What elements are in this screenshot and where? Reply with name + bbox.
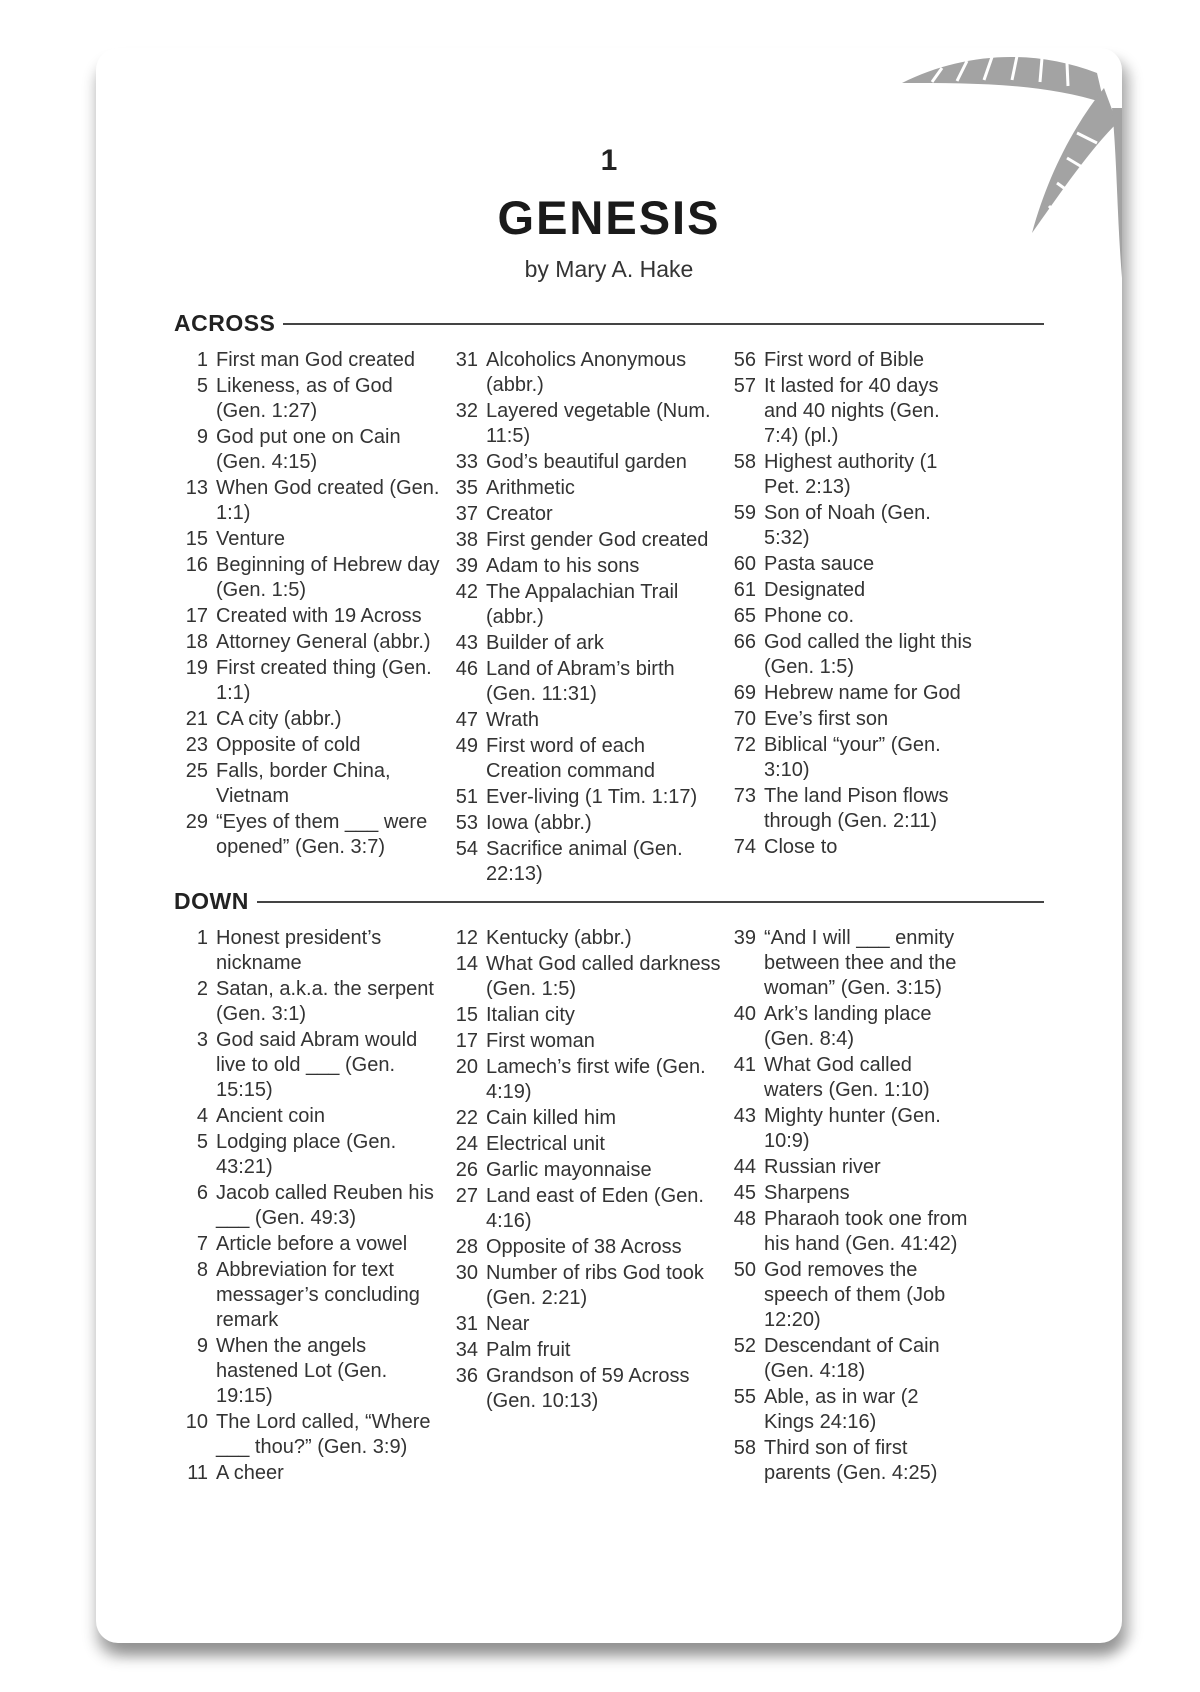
clue-number: 50 <box>733 1259 756 1281</box>
clue-text: God put one on Cain (Gen. 4:15) <box>216 426 401 473</box>
clue-text: First word of each Creation command <box>486 735 655 782</box>
clue-text: Ever-living (1 Tim. 1:17) <box>486 786 698 808</box>
clue-number: 17 <box>185 605 208 627</box>
clue-number: 56 <box>733 349 756 371</box>
clue-number: 53 <box>455 812 478 834</box>
clue-text: Jacob called Reuben his ___ (Gen. 49:3) <box>216 1182 434 1229</box>
down-column <box>174 926 444 1487</box>
clue-text: What God called darkness (Gen. 1:5) <box>486 953 721 1000</box>
clue-text: Ancient coin <box>216 1105 325 1127</box>
across-label: ACROSS <box>174 310 276 336</box>
clue-number: 35 <box>455 477 478 499</box>
clue-item <box>722 1334 972 1384</box>
clue-text: First woman <box>486 1030 595 1052</box>
clue-number: 18 <box>185 631 208 653</box>
clue-number: 69 <box>733 682 756 704</box>
puzzle-number: 1 <box>600 144 618 177</box>
clue-item <box>174 527 444 552</box>
clue-item <box>722 1258 972 1333</box>
clue-text: Builder of ark <box>486 632 604 654</box>
clue-number: 27 <box>455 1185 478 1207</box>
clue-item <box>722 1207 972 1257</box>
clue-text: Highest authority (1 Pet. 2:13) <box>764 451 938 498</box>
clue-text: When God created (Gen. 1:1) <box>216 477 440 524</box>
clue-item <box>444 580 722 630</box>
clue-item <box>444 554 722 579</box>
clue-text: Land east of Eden (Gen. 4:16) <box>486 1185 704 1232</box>
clue-item <box>444 1338 722 1363</box>
clue-number: 52 <box>733 1335 756 1357</box>
across-column <box>444 348 722 888</box>
clue-item <box>722 784 972 834</box>
clue-text: Alcoholics Anonymous (abbr.) <box>486 349 687 396</box>
clue-item <box>722 604 972 629</box>
clue-text: God called the light this (Gen. 1:5) <box>764 631 972 678</box>
clue-number: 36 <box>455 1365 478 1387</box>
clue-item <box>174 733 444 758</box>
clue-text: Eve’s first son <box>764 708 889 730</box>
clue-text: Falls, border China, Vietnam <box>216 760 391 807</box>
clue-text: Iowa (abbr.) <box>486 812 592 834</box>
clue-text: The land Pison flows through (Gen. 2:11) <box>764 785 949 832</box>
clue-number: 58 <box>733 1437 756 1459</box>
clue-text: Kentucky (abbr.) <box>486 927 632 949</box>
clue-text: Italian city <box>486 1004 575 1026</box>
clue-number: 2 <box>196 978 208 1000</box>
clue-number: 15 <box>185 528 208 550</box>
clue-text: Biblical “your” (Gen. 3:10) <box>764 734 941 781</box>
clue-item <box>722 450 972 500</box>
clue-item <box>174 348 444 373</box>
clue-text: First word of Bible <box>764 349 925 371</box>
clue-number: 61 <box>733 579 756 601</box>
clue-number: 14 <box>455 953 478 975</box>
clue-item <box>444 1312 722 1337</box>
clue-item <box>174 1130 444 1180</box>
down-header <box>174 888 1044 915</box>
clue-number: 7 <box>196 1233 208 1255</box>
clue-item <box>444 1235 722 1260</box>
clue-item <box>444 348 722 398</box>
clue-number: 8 <box>196 1259 208 1281</box>
clue-number: 74 <box>733 836 756 858</box>
down-clues <box>174 926 972 1487</box>
clue-number: 40 <box>733 1003 756 1025</box>
clue-number: 39 <box>733 927 756 949</box>
clue-text: Attorney General (abbr.) <box>216 631 431 653</box>
across-column <box>174 348 444 888</box>
clue-text: Close to <box>764 836 838 858</box>
clue-number: 72 <box>733 734 756 756</box>
clue-text: Son of Noah (Gen. 5:32) <box>764 502 931 549</box>
clue-number: 26 <box>455 1159 478 1181</box>
clue-item <box>174 1461 444 1486</box>
clue-item <box>174 656 444 706</box>
clue-item <box>722 733 972 783</box>
clue-text: First gender God created <box>486 529 709 551</box>
clue-number: 47 <box>455 709 478 731</box>
clue-number: 59 <box>733 502 756 524</box>
clue-number: 20 <box>455 1056 478 1078</box>
clue-item <box>174 759 444 809</box>
clue-number: 15 <box>455 1004 478 1026</box>
clue-item <box>722 1385 972 1435</box>
clue-number: 46 <box>455 658 478 680</box>
clue-item <box>722 681 972 706</box>
clue-text: Abbreviation for text messager’s concluding remark <box>216 1259 420 1331</box>
clue-number: 43 <box>733 1105 756 1127</box>
clue-text: Pasta sauce <box>764 553 875 575</box>
clue-item <box>444 476 722 501</box>
clue-item <box>444 708 722 733</box>
clue-number: 32 <box>455 400 478 422</box>
clue-text: “Eyes of them ___ were opened” (Gen. 3:7) <box>216 811 428 858</box>
clue-text: The Appalachian Trail (abbr.) <box>486 581 679 628</box>
clue-item <box>722 1436 972 1486</box>
clue-number: 38 <box>455 529 478 551</box>
clue-text: Phone co. <box>764 605 855 627</box>
clue-number: 54 <box>455 838 478 860</box>
clue-item <box>174 926 444 976</box>
clue-number: 31 <box>455 1313 478 1335</box>
clue-number: 58 <box>733 451 756 473</box>
down-column <box>444 926 722 1487</box>
clue-number: 22 <box>455 1107 478 1129</box>
clue-item <box>722 1104 972 1154</box>
clue-number: 49 <box>455 735 478 757</box>
clue-text: Third son of first parents (Gen. 4:25) <box>764 1437 938 1484</box>
clue-text: Electrical unit <box>486 1133 605 1155</box>
clue-number: 41 <box>733 1054 756 1076</box>
clue-number: 13 <box>185 477 208 499</box>
clue-item <box>444 1029 722 1054</box>
clue-item <box>444 1003 722 1028</box>
clue-number: 11 <box>187 1462 208 1484</box>
clue-item <box>174 810 444 860</box>
clue-text: Article before a vowel <box>216 1233 408 1255</box>
clue-number: 5 <box>196 375 208 397</box>
clue-number: 45 <box>733 1182 756 1204</box>
clue-number: 19 <box>185 657 208 679</box>
clue-item <box>722 348 972 373</box>
clue-number: 57 <box>733 375 756 397</box>
clue-text: Opposite of cold <box>216 734 361 756</box>
clue-item <box>444 811 722 836</box>
clue-text: What God called waters (Gen. 1:10) <box>764 1054 930 1101</box>
clue-item <box>444 631 722 656</box>
clue-text: Garlic mayonnaise <box>486 1159 652 1181</box>
clue-item <box>174 1258 444 1333</box>
clue-item <box>174 1410 444 1460</box>
clue-text: Beginning of Hebrew day (Gen. 1:5) <box>216 554 440 601</box>
clue-item <box>444 1364 722 1414</box>
clue-item <box>722 1002 972 1052</box>
clue-item <box>444 734 722 784</box>
clue-item <box>444 1261 722 1311</box>
clue-item <box>722 630 972 680</box>
clue-text: Likeness, as of God (Gen. 1:27) <box>216 375 393 422</box>
clue-text: Adam to his sons <box>486 555 640 577</box>
clue-text: God’s beautiful garden <box>486 451 687 473</box>
clue-item <box>174 425 444 475</box>
clue-text: Lamech’s first wife (Gen. 4:19) <box>486 1056 706 1103</box>
clue-number: 70 <box>733 708 756 730</box>
down-divider <box>257 901 1044 903</box>
clue-number: 5 <box>196 1131 208 1153</box>
clue-item <box>722 926 972 1001</box>
clue-text: Sharpens <box>764 1182 850 1204</box>
puzzle-title: GENESIS <box>497 191 721 244</box>
clue-number: 42 <box>455 581 478 603</box>
clue-number: 9 <box>196 426 208 448</box>
clue-text: Lodging place (Gen. 43:21) <box>216 1131 397 1178</box>
clue-item <box>722 374 972 449</box>
clue-item <box>722 1155 972 1180</box>
clue-item <box>722 707 972 732</box>
clue-text: Honest president’s nickname <box>216 927 382 974</box>
clue-text: The Lord called, “Where ___ thou?” (Gen. 3:9) <box>216 1411 431 1458</box>
clue-item <box>722 835 972 860</box>
clue-item <box>444 1055 722 1105</box>
clue-text: Pharaoh took one from his hand (Gen. 41:42) <box>764 1208 968 1255</box>
clue-item <box>444 952 722 1002</box>
across-divider <box>283 323 1044 325</box>
clue-number: 60 <box>733 553 756 575</box>
clue-item <box>444 926 722 951</box>
clue-number: 44 <box>733 1156 756 1178</box>
clue-item <box>174 1181 444 1231</box>
clue-text: Descendant of Cain (Gen. 4:18) <box>764 1335 940 1382</box>
clue-item <box>174 476 444 526</box>
clue-number: 1 <box>196 927 208 949</box>
clue-text: When the angels hastened Lot (Gen. 19:15) <box>216 1335 388 1407</box>
down-column <box>722 926 972 1487</box>
clue-item <box>444 1106 722 1131</box>
clue-item <box>444 450 722 475</box>
clue-item <box>444 502 722 527</box>
clue-text: Russian river <box>764 1156 881 1178</box>
clue-item <box>174 707 444 732</box>
clue-number: 25 <box>185 760 208 782</box>
clue-item <box>174 1232 444 1257</box>
down-label: DOWN <box>174 888 249 914</box>
clue-text: Created with 19 Across <box>216 605 422 627</box>
clue-number: 17 <box>455 1030 478 1052</box>
clue-item <box>444 1132 722 1157</box>
clue-item <box>174 1104 444 1129</box>
clue-item <box>444 837 722 887</box>
clue-text: It lasted for 40 days and 40 nights (Gen. 7:4) (pl.) <box>764 375 940 447</box>
clue-text: A cheer <box>216 1462 284 1484</box>
across-header <box>174 310 1044 337</box>
clue-number: 65 <box>733 605 756 627</box>
clue-text: CA city (abbr.) <box>216 708 342 730</box>
clue-item <box>722 1053 972 1103</box>
clue-item <box>444 1184 722 1234</box>
clue-item <box>174 1334 444 1409</box>
clue-text: Grandson of 59 Across (Gen. 10:13) <box>486 1365 690 1412</box>
puzzle-author: by Mary A. Hake <box>524 256 694 282</box>
clue-item <box>174 374 444 424</box>
clue-text: God removes the speech of them (Job 12:20) <box>764 1259 946 1331</box>
clue-number: 55 <box>733 1386 756 1408</box>
clue-item <box>174 630 444 655</box>
clue-number: 9 <box>196 1335 208 1357</box>
clue-item <box>722 1181 972 1206</box>
puzzle-page <box>96 48 1122 1643</box>
clue-item <box>174 977 444 1027</box>
clue-item <box>722 501 972 551</box>
clue-text: Palm fruit <box>486 1339 571 1361</box>
clue-text: Hebrew name for God <box>764 682 961 704</box>
clue-text: Able, as in war (2 Kings 24:16) <box>764 1386 919 1433</box>
clue-item <box>174 1028 444 1103</box>
clue-item <box>174 553 444 603</box>
clue-text: Land of Abram’s birth (Gen. 11:31) <box>486 658 675 705</box>
clue-text: Ark’s landing place (Gen. 8:4) <box>764 1003 932 1050</box>
clue-item <box>444 399 722 449</box>
clue-text: Creator <box>486 503 553 525</box>
clue-text: God said Abram would live to old ___ (Gen. 15:15) <box>216 1029 418 1101</box>
clue-item <box>444 657 722 707</box>
clue-text: First man God created <box>216 349 415 371</box>
across-column <box>722 348 972 888</box>
clue-text: Sacrifice animal (Gen. 22:13) <box>486 838 683 885</box>
clue-item <box>444 1158 722 1183</box>
clue-number: 16 <box>185 554 208 576</box>
clue-number: 3 <box>196 1029 208 1051</box>
clue-number: 43 <box>455 632 478 654</box>
clue-number: 51 <box>455 786 478 808</box>
across-clues <box>174 348 972 888</box>
clue-number: 6 <box>196 1182 208 1204</box>
clue-text: Cain killed him <box>486 1107 617 1129</box>
clue-number: 24 <box>455 1133 478 1155</box>
clue-number: 12 <box>455 927 478 949</box>
clue-number: 1 <box>196 349 208 371</box>
clue-number: 31 <box>455 349 478 371</box>
clue-text: Number of ribs God took (Gen. 2:21) <box>486 1262 704 1309</box>
clue-item <box>722 578 972 603</box>
clue-number: 37 <box>455 503 478 525</box>
clue-number: 33 <box>455 451 478 473</box>
clue-item <box>444 528 722 553</box>
clue-number: 23 <box>185 734 208 756</box>
clue-text: Opposite of 38 Across <box>486 1236 682 1258</box>
clue-number: 28 <box>455 1236 478 1258</box>
clue-item <box>444 785 722 810</box>
clue-text: Designated <box>764 579 866 601</box>
clue-text: First created thing (Gen. 1:1) <box>216 657 432 704</box>
clue-text: Venture <box>216 528 285 550</box>
clue-number: 73 <box>733 785 756 807</box>
clue-number: 66 <box>733 631 756 653</box>
clue-text: Wrath <box>486 709 539 731</box>
clue-text: Satan, a.k.a. the serpent (Gen. 3:1) <box>216 978 434 1025</box>
clue-item <box>722 552 972 577</box>
clue-number: 48 <box>733 1208 756 1230</box>
clue-number: 4 <box>196 1105 208 1127</box>
clue-number: 39 <box>455 555 478 577</box>
clue-text: Mighty hunter (Gen. 10:9) <box>764 1105 941 1152</box>
clue-text: “And I will ___ enmity between thee and the woman” (Gen. 3:15) <box>764 927 957 999</box>
clue-number: 34 <box>455 1339 478 1361</box>
clue-text: Near <box>486 1313 530 1335</box>
clue-number: 10 <box>185 1411 208 1433</box>
clue-number: 29 <box>185 811 208 833</box>
clue-text: Arithmetic <box>486 477 575 499</box>
clue-number: 21 <box>185 708 208 730</box>
clue-item <box>174 604 444 629</box>
clue-text: Layered vegetable (Num. 11:5) <box>486 400 711 447</box>
clue-number: 30 <box>455 1262 478 1284</box>
